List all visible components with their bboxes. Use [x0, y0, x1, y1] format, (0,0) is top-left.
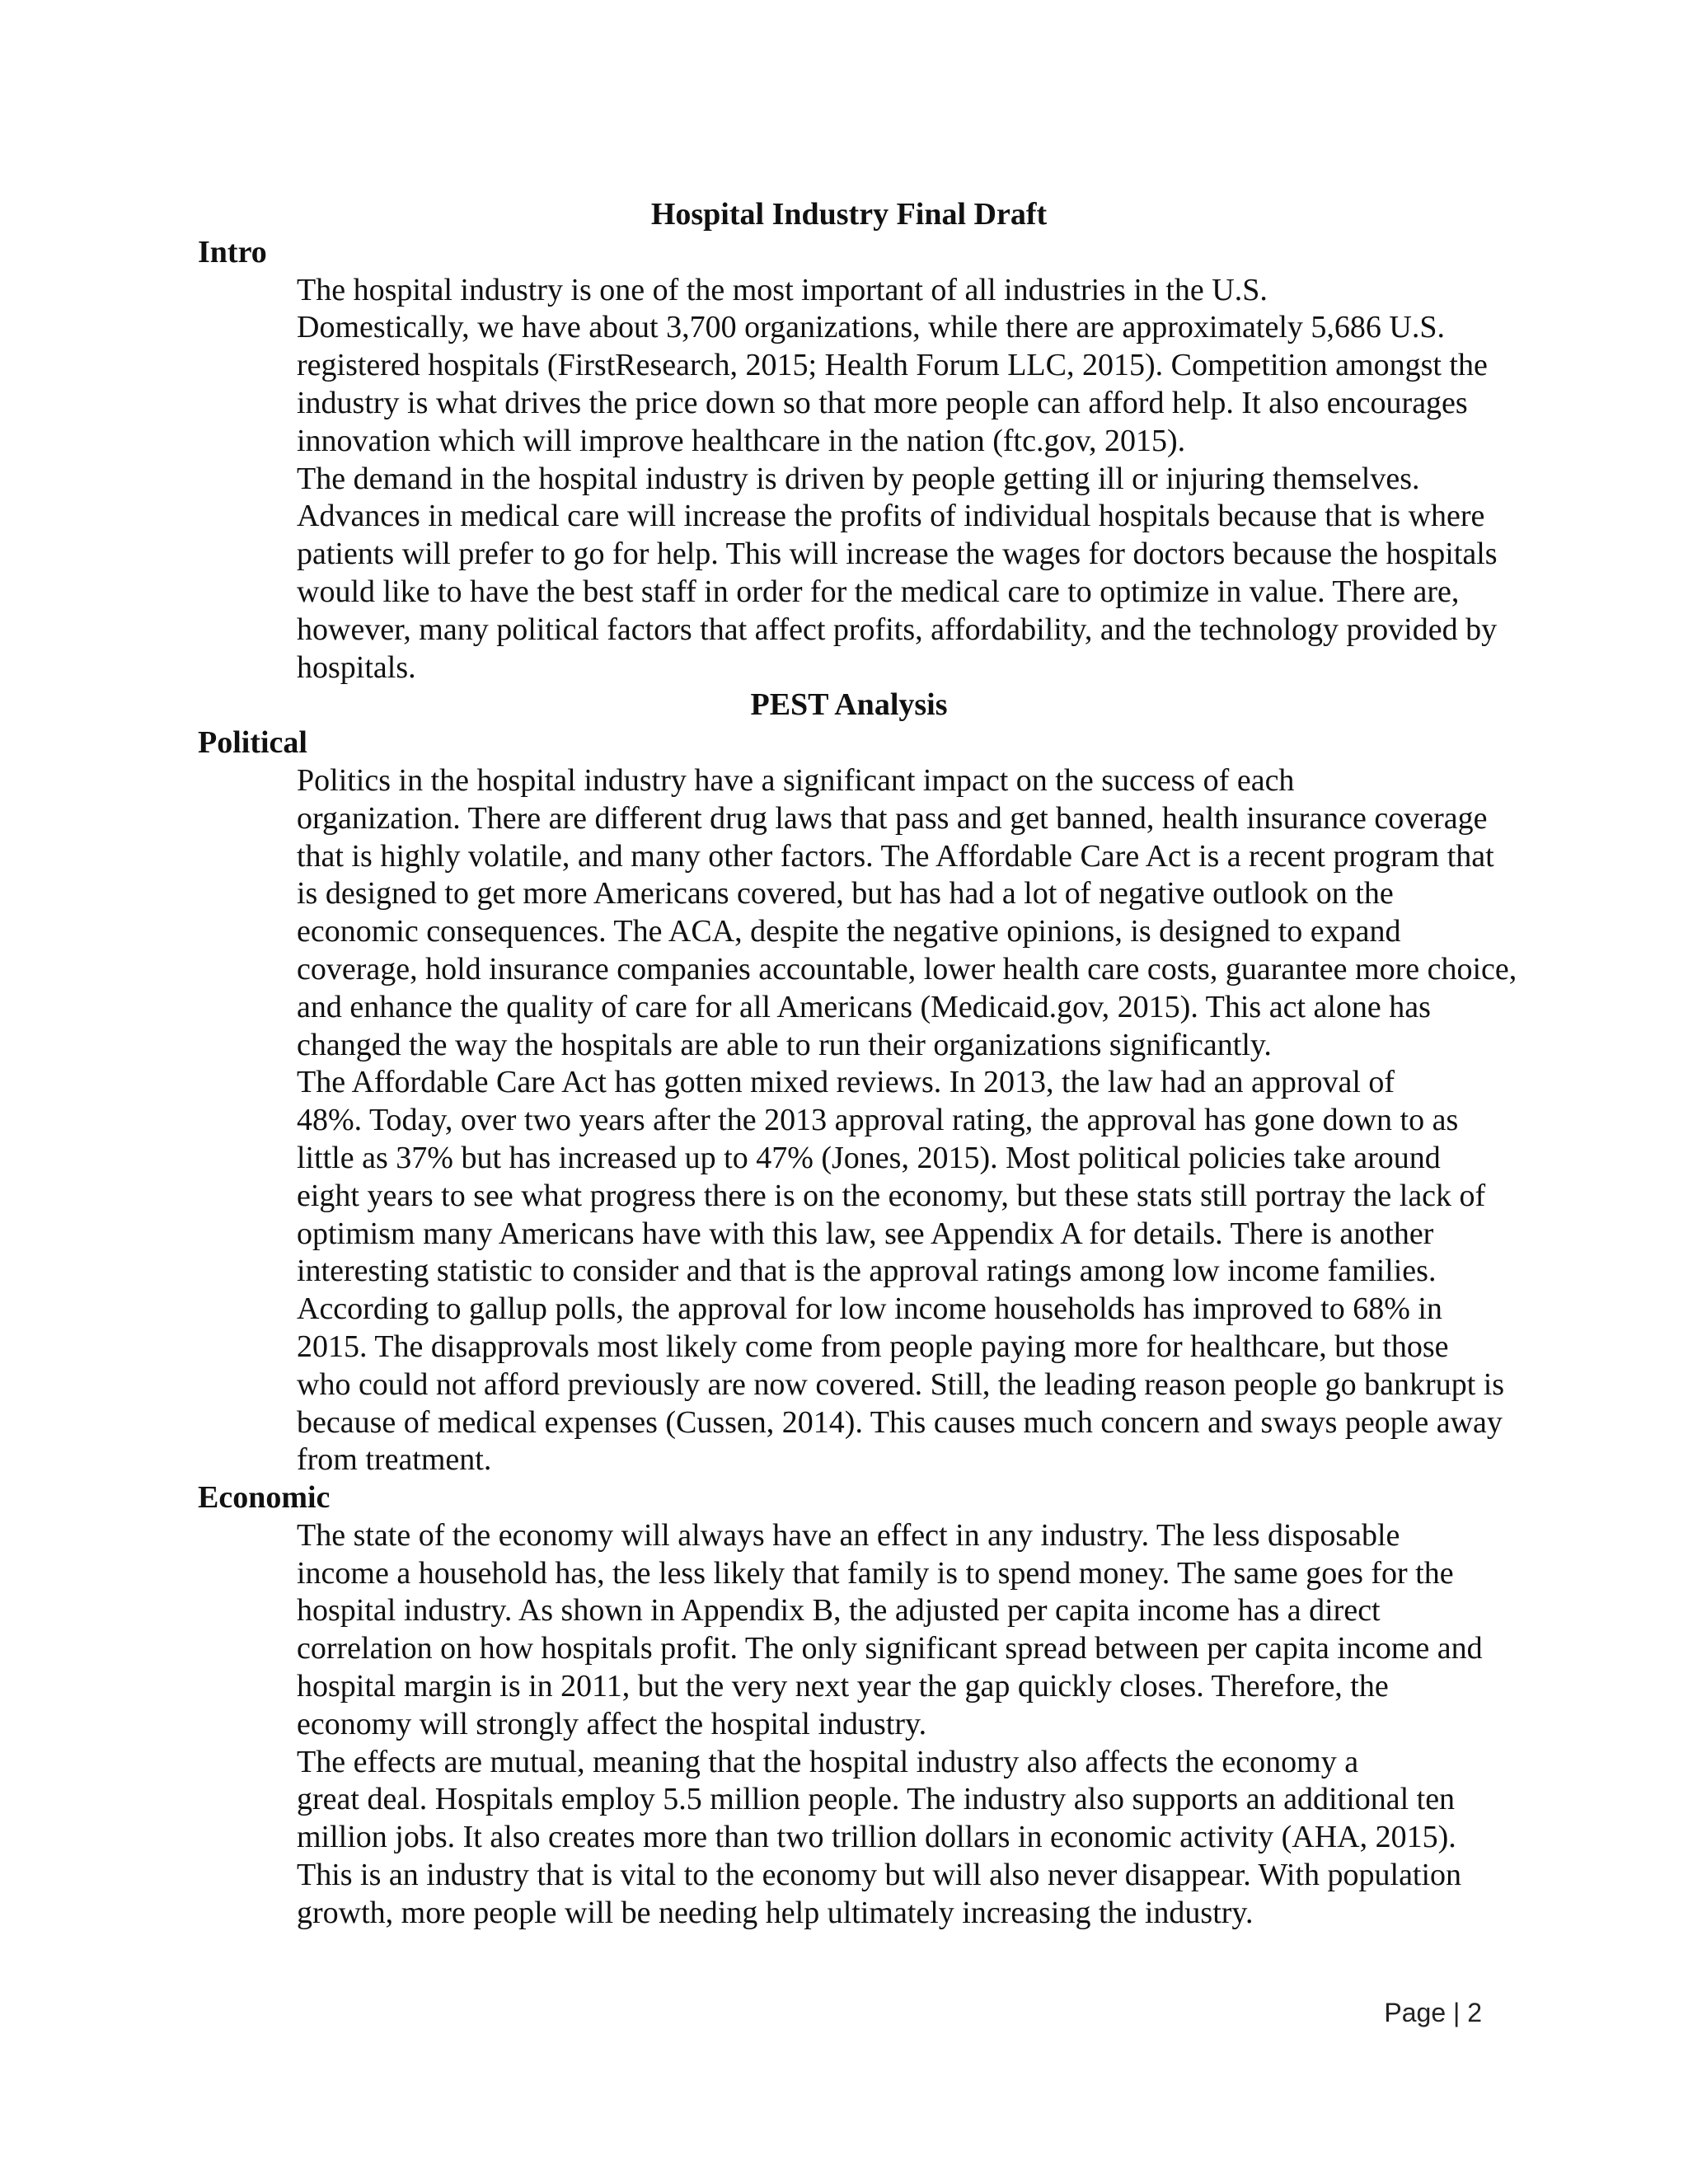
paragraph-line: patients will prefer to go for help. This will increase the wages for doctors because the hospitals	[297, 537, 1498, 572]
paragraph-line: million jobs. It also creates more than two trillion dollars in economic activity (AHA, 2015).	[297, 1820, 1456, 1855]
paragraph-line: The hospital industry is one of the most important of all industries in the U.S.	[297, 272, 1268, 307]
paragraph-line: economy will strongly affect the hospital industry.	[297, 1706, 927, 1741]
paragraph-line: from treatment.	[297, 1442, 492, 1478]
document-body	[198, 196, 1517, 1933]
paragraph-line: Advances in medical care will increase the profits of individual hospitals because that is where	[297, 499, 1485, 534]
paragraph-line: The state of the economy will always have an effect in any industry. The less disposable	[297, 1517, 1400, 1553]
paragraph-line: 2015. The disapprovals most likely come from people paying more for healthcare, but those	[297, 1329, 1449, 1364]
paragraph-line: Domestically, we have about 3,700 organizations, while there are approximately 5,686 U.S.	[297, 310, 1445, 345]
paragraph-line: correlation on how hospitals profit. The only significant spread between per capita income and	[297, 1631, 1483, 1666]
paragraph-line: organization. There are different drug laws that pass and get banned, health insurance coverage	[297, 800, 1488, 836]
paragraph-line: economic consequences. The ACA, despite the negative opinions, is designed to expand	[297, 914, 1401, 949]
paragraph-line: optimism many Americans have with this law, see Appendix A for details. There is another	[297, 1216, 1434, 1251]
paragraph-line: Politics in the hospital industry have a significant impact on the success of each	[297, 762, 1295, 798]
paragraph-line: because of medical expenses (Cussen, 2014). This causes much concern and sways people away	[297, 1404, 1503, 1440]
paragraph	[198, 1064, 1505, 1479]
paragraph-line: however, many political factors that affect profits, affordability, and the technology provided by	[297, 612, 1498, 647]
paragraph-line: who could not afford previously are now covered. Still, the leading reason people go bankrupt is	[297, 1366, 1505, 1402]
paragraph-line: is designed to get more Americans covered, but has had a lot of negative outlook on the	[297, 876, 1394, 912]
section-heading-political: Political	[198, 725, 307, 761]
intro-section	[198, 272, 1500, 687]
economic-section	[198, 1517, 1500, 1933]
paragraph-line: coverage, hold insurance companies accountable, lower health care costs, guarantee more choice,	[297, 951, 1517, 987]
paragraph-line: registered hospitals (FirstResearch, 2015; Health Forum LLC, 2015). Competition amongst the	[297, 348, 1488, 383]
paragraph-line: changed the way the hospitals are able to run their organizations significantly.	[297, 1027, 1272, 1062]
paragraph-line: interesting statistic to consider and that is the approval ratings among low income families.	[297, 1254, 1437, 1289]
paragraph-line: that is highly volatile, and many other factors. The Affordable Care Act is a recent program that	[297, 838, 1494, 874]
paragraph-line: hospital industry. As shown in Appendix B, the adjusted per capita income has a direct	[297, 1593, 1381, 1629]
paragraph-line: The effects are mutual, meaning that the hospital industry also affects the economy a	[297, 1744, 1359, 1779]
paragraph	[198, 762, 1517, 1064]
paragraph	[198, 1517, 1500, 1744]
page-number: Page | 2	[1384, 1998, 1482, 2027]
paragraph-line: and enhance the quality of care for all Americans (Medicaid.gov, 2015). This act alone has	[297, 989, 1431, 1024]
paragraph	[198, 272, 1500, 461]
political-section	[198, 762, 1517, 1479]
paragraph-line: innovation which will improve healthcare in the nation (ftc.gov, 2015).	[297, 423, 1186, 458]
paragraph-line: The demand in the hospital industry is driven by people getting ill or injuring themselves.	[297, 461, 1420, 496]
paragraph	[198, 1744, 1500, 1933]
section-heading-economic: Economic	[198, 1480, 331, 1516]
paragraph	[198, 461, 1500, 687]
paragraph-line: great deal. Hospitals employ 5.5 million people. The industry also supports an additional ten	[297, 1782, 1456, 1817]
paragraph-line: would like to have the best staff in order for the medical care to optimize in value. There are,	[297, 574, 1460, 609]
paragraph-line: hospitals.	[297, 649, 416, 685]
paragraph-line: income a household has, the less likely that family is to spend money. The same goes for the	[297, 1555, 1454, 1591]
paragraph-line: The Affordable Care Act has gotten mixed reviews. In 2013, the law had an approval of	[297, 1065, 1395, 1100]
paragraph-line: This is an industry that is vital to the economy but will also never disappear. With population	[297, 1858, 1462, 1893]
paragraph-line: little as 37% but has increased up to 47% (Jones, 2015). Most political policies take around	[297, 1140, 1441, 1175]
document-title: Hospital Industry Final Draft	[650, 197, 1048, 232]
paragraph-line: hospital margin is in 2011, but the very next year the gap quickly closes. Therefore, the	[297, 1669, 1389, 1704]
paragraph-line: growth, more people will be needing help ultimately increasing the industry.	[297, 1895, 1254, 1930]
section-heading-intro: Intro	[198, 234, 267, 269]
paragraph-line: According to gallup polls, the approval for low income households has improved to 68% in	[297, 1291, 1442, 1327]
paragraph-line: 48%. Today, over two years after the 2013 approval rating, the approval has gone down to as	[297, 1103, 1459, 1138]
pest-analysis-title: PEST Analysis	[750, 687, 948, 723]
paragraph-line: eight years to see what progress there is on the economy, but these stats still portray the lack of	[297, 1178, 1486, 1213]
paragraph-line: industry is what drives the price down so that more people can afford help. It also encourages	[297, 385, 1468, 420]
